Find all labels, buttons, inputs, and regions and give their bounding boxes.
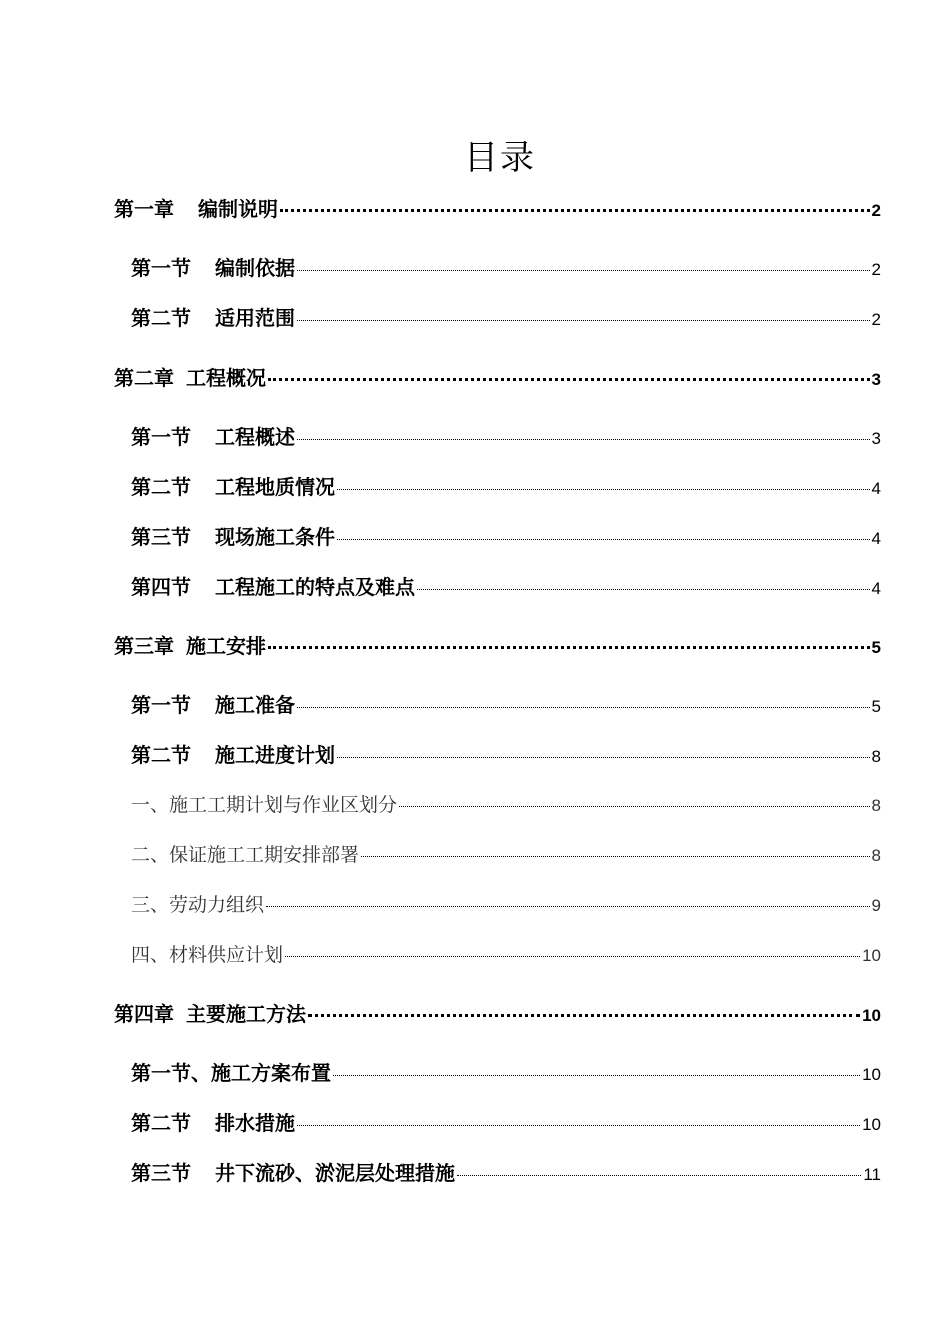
toc-entry-text: 适用范围: [215, 306, 295, 330]
toc-entry-label: [131, 254, 295, 282]
toc-entry-number: 第三章: [114, 634, 174, 658]
toc-entry-text: 编制依据: [215, 256, 295, 280]
toc-entry[interactable]: [131, 941, 881, 969]
toc-entry-number: 第二节: [131, 306, 191, 330]
toc-dot-leader: [308, 1014, 860, 1017]
toc-entry[interactable]: [131, 1109, 881, 1137]
toc-page-number: 10: [862, 1115, 881, 1134]
toc-entry-number: 第二节: [131, 1111, 191, 1135]
toc-entry-number: 第二节: [131, 475, 191, 499]
toc-entry-text: 施工准备: [215, 693, 295, 717]
toc-page-number: 5: [871, 697, 881, 716]
toc-entry-text: 四、材料供应计划: [131, 944, 284, 966]
toc-entry-number: 第三节: [131, 1161, 191, 1185]
toc-page-number: 8: [871, 796, 881, 815]
toc-entry-number: 第四章: [114, 1002, 174, 1026]
toc-dot-leader: [417, 589, 870, 590]
toc-dot-leader: [268, 378, 870, 381]
toc-dot-leader: [297, 439, 870, 440]
toc-page-number: 10: [862, 1065, 881, 1084]
toc-entry-label: [131, 1109, 295, 1137]
toc-entry-label: [131, 304, 295, 332]
toc-entry[interactable]: [131, 1059, 881, 1087]
toc-page-number: 5: [871, 638, 881, 657]
toc-entry-label: [131, 941, 283, 969]
toc-page-number: 11: [863, 1165, 881, 1184]
toc-dot-leader: [297, 707, 870, 708]
toc-entry[interactable]: [131, 691, 881, 719]
toc-dot-leader: [361, 856, 870, 857]
toc-entry-label: [131, 573, 415, 601]
toc-entry-number: 第四节: [131, 575, 191, 599]
toc-entry-number: 第三节: [131, 525, 191, 549]
toc-page-number: 9: [871, 896, 881, 915]
toc-entry[interactable]: [131, 304, 881, 332]
toc-entry-text: 工程概述: [215, 425, 295, 449]
toc-entry-label: [131, 741, 335, 769]
toc-dot-leader: [337, 489, 870, 490]
toc-entry-text: 井下流砂、淤泥层处理措施: [215, 1161, 455, 1185]
toc-page-number: 8: [871, 846, 881, 865]
toc-entry[interactable]: [131, 473, 881, 501]
toc-entry-label: [114, 632, 266, 660]
toc-entry-label: [131, 791, 397, 819]
toc-page-number: 3: [871, 429, 881, 448]
toc-page-number: 10: [862, 946, 881, 965]
toc-entry[interactable]: [114, 195, 881, 223]
toc-entry-label: [114, 1000, 306, 1028]
toc-entry[interactable]: [131, 891, 881, 919]
toc-dot-leader: [337, 539, 870, 540]
toc-title: 目录: [464, 138, 536, 178]
toc-entry-label: [131, 841, 359, 869]
toc-entry-text: 工程概况: [186, 366, 266, 390]
toc-page-number: 3: [871, 370, 881, 389]
toc-entry-label: [131, 473, 335, 501]
toc-entry-label: [131, 523, 335, 551]
toc-page-number: 8: [871, 747, 881, 766]
toc-entry[interactable]: [131, 841, 881, 869]
toc-entry-number: 第一节: [131, 693, 191, 717]
toc-dot-leader: [297, 270, 870, 271]
toc-entry-label: [131, 1159, 455, 1187]
toc-page-number: 4: [871, 529, 881, 548]
toc-entry-label: [114, 364, 266, 392]
toc-entry-label: [131, 423, 295, 451]
toc-dot-leader: [280, 209, 870, 212]
toc-entry[interactable]: [131, 573, 881, 601]
toc-entry-text: 工程施工的特点及难点: [215, 575, 415, 599]
toc-dot-leader: [285, 956, 860, 957]
toc-dot-leader: [333, 1075, 860, 1076]
toc-entry-text: 施工安排: [186, 634, 266, 658]
toc-entry-text: 现场施工条件: [215, 525, 335, 549]
toc-entry-text: 一、施工工期计划与作业区划分: [131, 794, 398, 816]
toc-dot-leader: [399, 806, 870, 807]
toc-entry-number: 第一节: [131, 256, 191, 280]
toc-dot-leader: [297, 320, 870, 321]
toc-entry-text: 施工进度计划: [215, 743, 335, 767]
toc-entry-text: 第一节、施工方案布置: [131, 1061, 331, 1085]
toc-page-number: 2: [871, 260, 881, 279]
toc-page-number: 2: [871, 201, 881, 220]
toc-page-number: 4: [871, 479, 881, 498]
toc-dot-leader: [457, 1175, 861, 1176]
toc-entry-number: 第一节: [131, 425, 191, 449]
toc-entry[interactable]: [131, 254, 881, 282]
toc-entry-text: 三、劳动力组织: [131, 894, 265, 916]
toc-entry[interactable]: [131, 791, 881, 819]
toc-entry[interactable]: [131, 741, 881, 769]
toc-entry[interactable]: [114, 1000, 881, 1028]
toc-entry-label: [114, 195, 278, 223]
toc-entry[interactable]: [114, 364, 881, 392]
toc-entry[interactable]: [131, 523, 881, 551]
toc-entry-text: 二、保证施工工期安排部署: [131, 844, 360, 866]
toc-entry-label: [131, 1059, 331, 1087]
toc-entry-text: 主要施工方法: [186, 1002, 306, 1026]
toc-entry[interactable]: [131, 1159, 881, 1187]
toc-entry-text: 编制说明: [198, 197, 278, 221]
toc-dot-leader: [268, 646, 870, 649]
toc-entry-number: 第二章: [114, 366, 174, 390]
toc-dot-leader: [337, 757, 870, 758]
toc-entry-number: 第一章: [114, 197, 174, 221]
toc-entry-text: 排水措施: [215, 1111, 295, 1135]
toc-page-number: 2: [871, 310, 881, 329]
toc-page-number: 4: [871, 579, 881, 598]
toc-dot-leader: [297, 1125, 860, 1126]
toc-entry-number: 第二节: [131, 743, 191, 767]
toc-page-number: 10: [862, 1006, 881, 1025]
toc-entry[interactable]: [131, 423, 881, 451]
toc-entry-text: 工程地质情况: [215, 475, 335, 499]
toc-entry[interactable]: [114, 632, 881, 660]
toc-entry-label: [131, 691, 295, 719]
toc-dot-leader: [266, 906, 870, 907]
toc-entry-label: [131, 891, 264, 919]
